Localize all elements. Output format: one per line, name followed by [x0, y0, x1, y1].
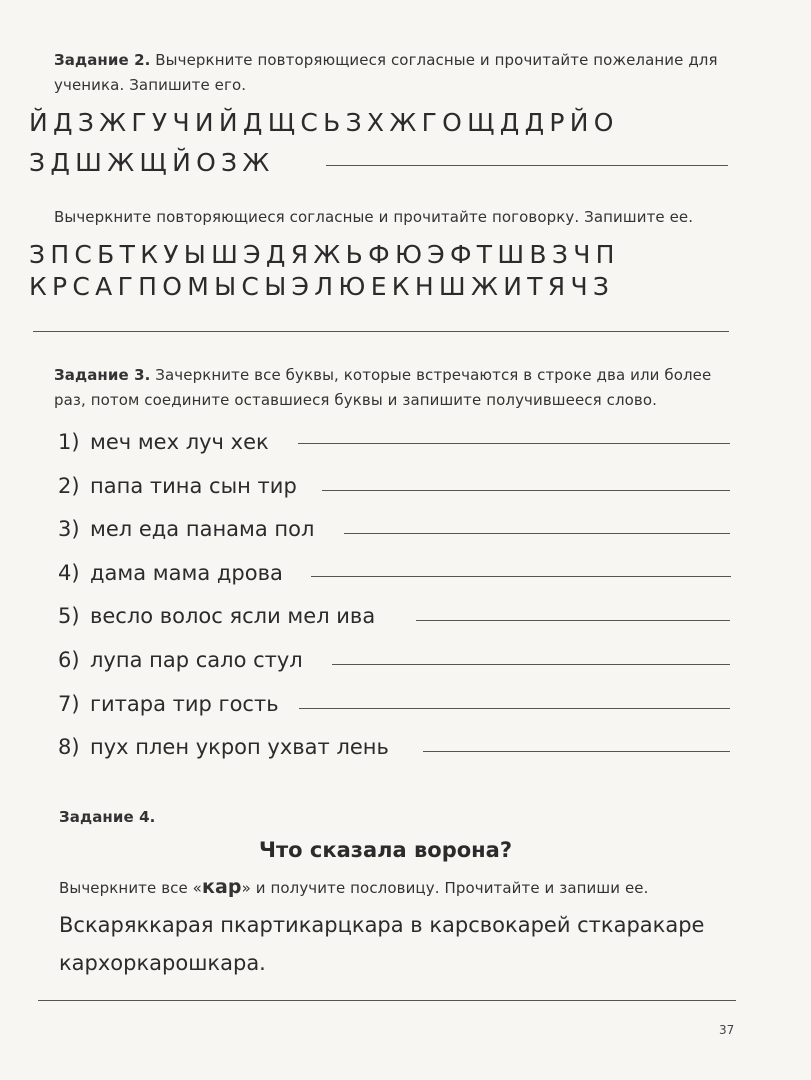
item-number: 3)	[58, 517, 80, 541]
item-text: пух плен укроп ухват лень	[90, 735, 389, 759]
task3-answer-line-1[interactable]	[298, 443, 730, 444]
task3-answer-line-7[interactable]	[299, 708, 730, 709]
item-number: 8)	[58, 735, 80, 759]
task3-instruction	[54, 363, 744, 413]
letters-row-2: ЗДШЖЩЙОЗЖ	[29, 148, 275, 177]
task3-item-7	[58, 692, 279, 716]
task2-text-line1: Вычеркните повторяющиеся согласные и прочитайте пожелание для	[150, 51, 718, 69]
task3-answer-line-5[interactable]	[416, 620, 730, 621]
item-text: папа тина сын тир	[90, 474, 297, 498]
item-number: 2)	[58, 474, 80, 498]
task2-instruction-2: Вычеркните повторяющиеся согласные и прочитайте поговорку. Запишите ее.	[54, 208, 694, 226]
task3-answer-line-8[interactable]	[423, 751, 730, 752]
item-number: 6)	[58, 648, 80, 672]
item-number: 5)	[58, 604, 80, 628]
item-text: лупа пар сало стул	[90, 648, 303, 672]
puzzle-line-2: кархоркарошкара.	[59, 951, 266, 975]
item-number: 7)	[58, 692, 80, 716]
item-text: весло волос ясли мел ива	[90, 604, 376, 628]
task2-answer-line-1[interactable]	[326, 165, 728, 166]
task3-answer-line-6[interactable]	[332, 664, 730, 665]
item-text: меч мех луч хек	[90, 430, 269, 454]
task3-item-2	[58, 474, 297, 498]
task2-instruction	[54, 48, 744, 98]
task4-label: Задание 4.	[59, 808, 156, 826]
task3-label: Задание 3.	[54, 366, 151, 384]
task4-title: Что сказала ворона?	[258, 838, 513, 862]
task3-item-5	[58, 604, 375, 628]
task3-text-line1: Зачеркните все буквы, которые встречаются в строке два или более	[150, 366, 712, 384]
task2-text-line2: ученика. Запишите его.	[54, 76, 247, 94]
letters-row-4: КРСАГПОМЫСЫЭЛЮЕКНШЖИТЯЧЗ	[29, 272, 615, 301]
task3-item-4	[58, 561, 283, 585]
task4-instruction	[59, 875, 648, 901]
page-number: 37	[719, 1023, 735, 1037]
item-number: 1)	[58, 430, 80, 454]
task3-item-8	[58, 735, 389, 759]
task3-text-line2: раз, потом соедините оставшиеся буквы и запишите получившееся слово.	[54, 391, 658, 409]
task3-item-6	[58, 648, 303, 672]
task4-instr-before: Вычеркните все «	[59, 879, 202, 897]
task4-instr-after: » и получите пословицу. Прочитайте и запиши ее.	[241, 879, 649, 897]
task3-item-1	[58, 430, 269, 454]
task4-answer-line[interactable]	[38, 1000, 736, 1001]
task3-answer-line-4[interactable]	[311, 576, 731, 577]
task2-answer-line-2[interactable]	[33, 331, 729, 332]
task3-item-3	[58, 517, 314, 541]
letters-row-1: ЙДЗЖГУЧИЙДЩСЬЗХЖГОЩДДРЙО	[29, 108, 619, 137]
task2-label: Задание 2.	[54, 51, 151, 69]
item-text: дама мама дрова	[90, 561, 283, 585]
item-text: гитара тир гость	[90, 692, 279, 716]
task3-answer-line-3[interactable]	[344, 533, 730, 534]
item-number: 4)	[58, 561, 80, 585]
puzzle-line-1: Вскаряккарая пкартикарцкара в карсвокарей сткаракаре	[59, 913, 705, 937]
item-text: мел еда панама пол	[90, 517, 315, 541]
task4-puzzle	[59, 906, 759, 982]
task3-answer-line-2[interactable]	[322, 490, 730, 491]
task4-kar-word: кар	[201, 876, 242, 898]
letters-row-3: ЗПСБТКУЫШЭДЯЖЬФЮЭФТШВЗЧП	[29, 240, 620, 269]
